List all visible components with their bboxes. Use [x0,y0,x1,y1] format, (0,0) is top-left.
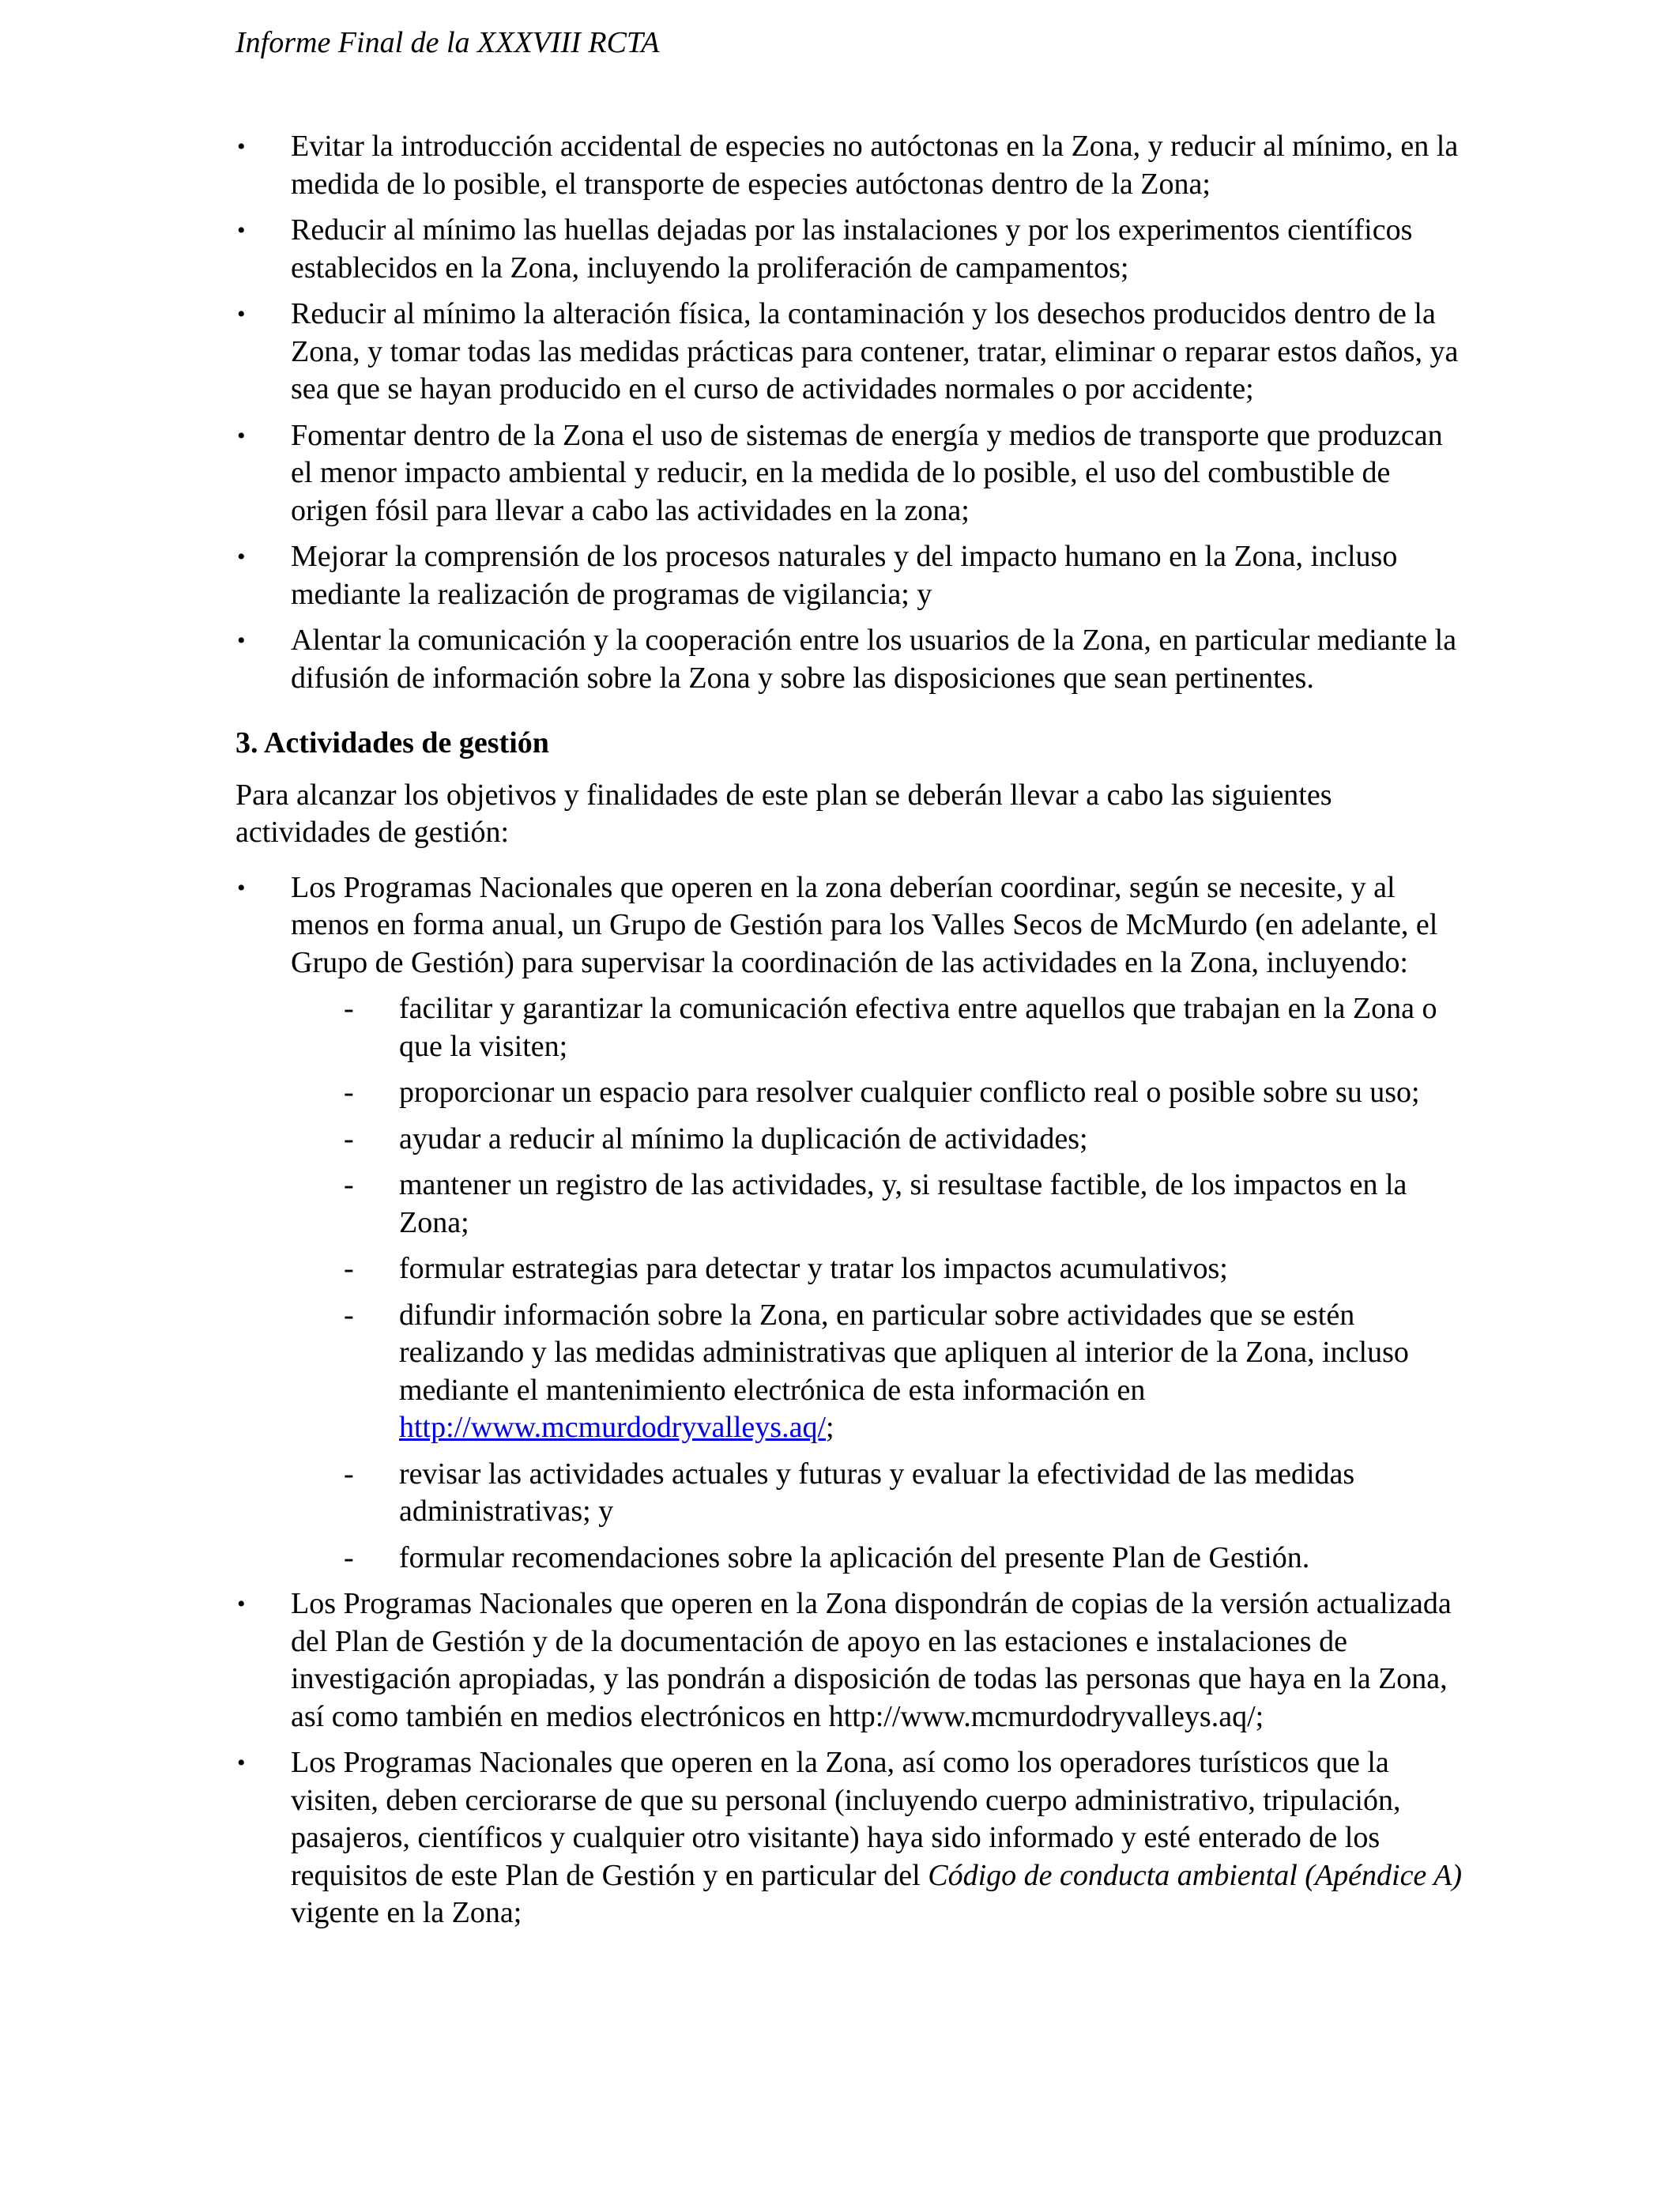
list-item-text: Evitar la introducción accidental de especies no autóctonas en la Zona, y reducir al mínimo, en la medida de lo posible, el transporte de especies autóctonas dentro de la Zona; [291,130,1459,201]
list-item [235,1585,1468,1736]
list-item [235,296,1468,409]
sub-list-item [291,1074,1468,1112]
sub-list-item-text: formular recomendaciones sobre la aplicación del presente Plan de Gestión. [399,1540,1310,1574]
sub-list-item [291,1540,1468,1578]
dash-icon: - [344,1076,354,1109]
list-item-text: Reducir al mínimo la alteración física, la contaminación y los desechos producidos dentro de la Zona, y tomar todas las medidas prácticas para contener, tratar, eliminar o reparar estos daños, ya sea que se hayan producido en el curso de actividades normales o por accidente; [291,297,1459,405]
sub-list-item [291,1121,1468,1159]
list-item-text: Alentar la comunicación y la cooperación entre los usuarios de la Zona, en particular mediante la difusión de información sobre la Zona y sobre las disposiciones que sean pertinentes. [291,624,1457,695]
list-item [235,1744,1468,1932]
code-of-conduct-reference: Código de conducta ambiental (Apéndice A) [928,1858,1462,1892]
bullet-icon: • [237,134,246,160]
list-item-text: Los Programas Nacionales que operen en la Zona, así como los operadores turísticos que la visiten, deben cerciorarse de que su personal (incluyendo cuerpo administrativo, tripulación, pasajeros, científicos y cualquier otro visitante) haya sido informado y esté enterado de los requisitos de este Plan de Gestión y en particular del [291,1746,1401,1892]
bullet-icon: • [237,217,246,243]
bullet-icon: • [237,544,246,570]
sub-list-item-text-end: ; [826,1411,834,1444]
bullet-icon: • [237,422,246,449]
bullet-icon: • [237,874,246,901]
bullet-icon: • [237,628,246,654]
bullet-icon: • [237,1750,246,1776]
sub-list-item [291,990,1468,1065]
list-item-text: Reducir al mínimo las huellas dejadas por las instalaciones y por los experimentos científicos establecidos en la Zona, incluyendo la proliferación de campamentos; [291,213,1413,285]
page-body [235,128,1468,1941]
list-item-text: Los Programas Nacionales que operen en la zona deberían coordinar, según se necesite, y al menos en forma anual, un Grupo de Gestión para los Valles Secos de McMurdo (en adelante, el Grupo de Gestión) para supervisar la coordinación de las actividades en la Zona, incluyendo: [291,870,1438,979]
list-item [235,538,1468,613]
section-heading: 3. Actividades de gestión [235,726,549,760]
list-item-text: Mejorar la comprensión de los procesos naturales y del impacto humano en la Zona, incluso mediante la realización de programas de vigilancia; y [291,540,1398,611]
objectives-list [235,128,1468,697]
list-item [235,417,1468,530]
sub-list-item-text: ayudar a reducir al mínimo la duplicación de actividades; [399,1122,1088,1155]
sub-list-item-text: difundir información sobre la Zona, en particular sobre actividades que se estén realizando y las medidas administrativas que apliquen al interior de la Zona, incluso mediante el mantenimiento electrónica de esta información en [399,1298,1409,1407]
list-item-text: Los Programas Nacionales que operen en la Zona dispondrán de copias de la versión actualizada del Plan de Gestión y de la documentación de apoyo en las estaciones e instalaciones de investigación apropiadas, y las pondrán a disposición de todas las personas que haya en la Zona, así como también en medios electrónicos en http://www.mcmurdodryvalleys.aq/; [291,1587,1452,1733]
list-item-text: Fomentar dentro de la Zona el uso de sistemas de energía y medios de transporte que produzcan el menor impacto ambiental y reducir, en la medida de lo posible, el uso del combustible de origen fósil para llevar a cabo las actividades en la zona; [291,418,1443,527]
management-activities-list [235,869,1468,1932]
sub-list-item [291,1456,1468,1531]
sub-list-item-text: proporcionar un espacio para resolver cualquier conflicto real o posible sobre su uso; [399,1076,1420,1109]
sub-list-item [291,1297,1468,1447]
running-header: Informe Final de la XXXVIII RCTA [235,26,660,59]
dash-icon: - [344,1457,354,1491]
sub-list-item-text: revisar las actividades actuales y futuras y evaluar la efectividad de las medidas administrativas; y [399,1457,1355,1528]
dash-icon: - [344,992,354,1025]
section-intro: Para alcanzar los objetivos y finalidades de este plan se deberán llevar a cabo las siguientes actividades de gestión: [235,778,1332,849]
website-link[interactable]: http://www.mcmurdodryvalleys.aq/ [399,1411,826,1444]
list-item-text-end: vigente en la Zona; [291,1896,522,1929]
dash-icon: - [344,1168,354,1201]
dash-icon: - [344,1540,354,1574]
sub-list-item-text: facilitar y garantizar la comunicación efectiva entre aquellos que trabajan en la Zona o que la visiten; [399,992,1437,1063]
list-item [235,622,1468,697]
dash-icon: - [344,1252,354,1285]
list-item [235,212,1468,287]
list-item [235,869,1468,1578]
sub-list-item-text: formular estrategias para detectar y tratar los impactos acumulativos; [399,1252,1228,1285]
bullet-icon: • [237,301,246,327]
dash-icon: - [344,1298,354,1332]
bullet-icon: • [237,1591,246,1617]
list-item [235,128,1468,203]
sub-list-item [291,1250,1468,1288]
sub-list-item-text: mantener un registro de las actividades, y, si resultase factible, de los impactos en la Zona; [399,1168,1407,1239]
dash-icon: - [344,1122,354,1155]
management-group-tasks [291,990,1468,1577]
sub-list-item [291,1167,1468,1242]
